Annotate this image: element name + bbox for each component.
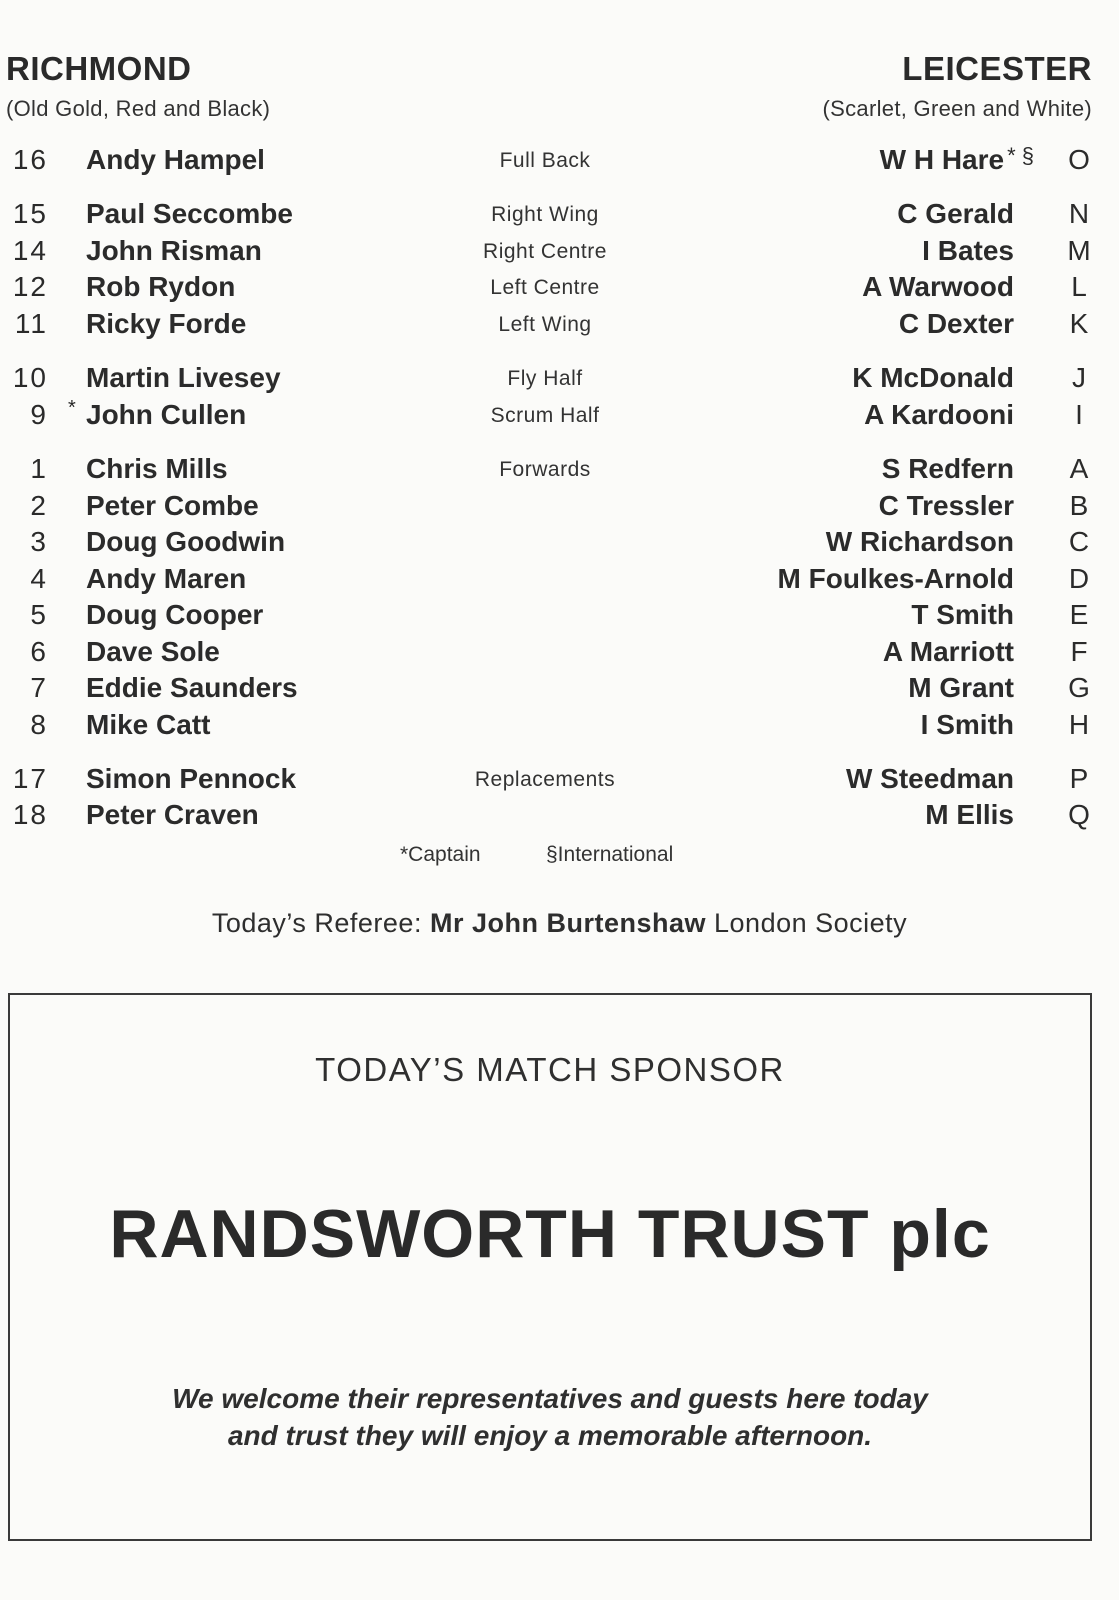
away-player-name: W Richardson [825,526,1014,557]
home-player-name: Peter Combe [86,490,259,521]
home-shirt-number: 17 [12,763,48,794]
referee-line [0,908,1119,939]
lineup-row [0,235,1119,271]
home-shirt-number: 11 [14,308,48,339]
lineup-row [0,308,1119,344]
lineup-row [0,763,1119,799]
captain-mark: * [68,397,76,419]
home-player-name: Paul Seccombe [86,198,293,229]
away-player-text: W H Hare [879,144,1005,175]
away-shirt-letter: N [1068,198,1090,229]
away-player-name: M Foulkes-Arnold [777,563,1014,594]
away-shirt-letter: L [1071,271,1087,302]
away-player-name: A Warwood [862,271,1014,302]
away-player-name: S Redfern [881,453,1014,484]
away-player-name: M Grant [908,672,1014,703]
home-player-name: Doug Goodwin [86,526,286,557]
sponsor-message-line: and trust they will enjoy a memorable afternoon. [227,1420,873,1451]
lineup-row [0,144,1119,180]
away-shirt-letter: Q [1068,799,1090,830]
away-shirt-letter: I [1075,399,1083,430]
home-player-name: Eddie Saunders [86,672,298,703]
away-shirt-letter: H [1068,709,1090,740]
position-label: Fly Half [507,367,583,390]
home-player-name: Ricky Forde [86,308,247,339]
home-player-name: Andy Hampel [86,144,265,175]
away-shirt-letter: A [1069,453,1089,484]
home-team-name: RICHMOND [6,50,192,87]
lineup-row [0,198,1119,234]
away-player-name: I Bates [922,235,1014,266]
home-player-name: Mike Catt [86,709,211,740]
position-label: Right Centre [483,240,607,263]
lineup-row [0,362,1119,398]
lineup-row [0,709,1119,745]
legend-captain: *Captain [400,843,481,866]
lineup-row [0,490,1119,526]
away-shirt-letter: P [1069,763,1089,794]
position-label: Right Wing [491,203,599,226]
lineup-row [0,563,1119,599]
home-player-name: John Risman [86,235,262,266]
position-label: Left Wing [498,313,592,336]
away-player-name: K McDonald [852,362,1014,393]
away-player-name: C Tressler [878,490,1014,521]
away-shirt-letter: K [1069,308,1089,339]
away-shirt-letter: C [1068,526,1090,557]
away-team-colours: (Scarlet, Green and White) [822,96,1092,121]
away-player-name: C Gerald [897,198,1014,229]
away-shirt-letter: G [1068,672,1090,703]
lineup-row [0,271,1119,307]
home-shirt-number: 5 [30,599,48,630]
home-shirt-number: 14 [12,235,48,266]
sponsor-message [10,1380,1090,1454]
legend [0,843,1119,873]
legend-international: §International [546,843,674,866]
away-player-name: M Ellis [925,799,1014,830]
lineup-row [0,799,1119,835]
referee-society: London Society [714,908,908,938]
away-player-name: A Marriott [882,636,1014,667]
away-player-name: W Steedman [845,763,1014,794]
lineup-row [0,399,1119,435]
away-player-name [880,144,1034,176]
home-team-colours: (Old Gold, Red and Black) [6,96,271,121]
sponsor-box [8,993,1092,1541]
position-label: Forwards [499,458,591,481]
away-player-name: C Dexter [898,308,1014,339]
away-player-name: T Smith [911,599,1014,630]
sponsor-name: RANDSWORTH TRUST plc [109,1196,991,1272]
away-shirt-letter: B [1069,490,1089,521]
home-shirt-number: 10 [12,362,48,393]
home-player-name: Martin Livesey [86,362,281,393]
sponsor-heading: TODAY’S MATCH SPONSOR [315,1051,785,1088]
home-player-name: Dave Sole [86,636,220,667]
lineup-row [0,599,1119,635]
position-label: Full Back [499,149,591,172]
away-player-name: I Smith [920,709,1014,740]
position-label: Replacements [474,768,616,791]
lineup-row [0,636,1119,672]
away-shirt-letter: F [1070,636,1088,667]
home-shirt-number: 8 [30,709,48,740]
captain-international-marks: * § [1007,143,1034,168]
home-player-name: Rob Rydon [86,271,236,302]
home-shirt-number: 7 [30,672,48,703]
away-team-name: LEICESTER [902,50,1092,87]
home-shirt-number: 16 [12,144,48,175]
home-shirt-number: 4 [30,563,48,594]
lineup-row [0,526,1119,562]
sponsor-message-line: We welcome their representatives and guests here today [172,1383,928,1414]
home-player-name: Simon Pennock [86,763,297,794]
lineup-row [0,453,1119,489]
home-player-name: Andy Maren [86,563,247,594]
away-shirt-letter: M [1067,235,1091,266]
home-shirt-number: 6 [30,636,48,667]
home-player-name: John Cullen [86,399,247,430]
position-label: Scrum Half [490,404,600,427]
lineup-row [0,672,1119,708]
away-shirt-letter: J [1072,362,1086,393]
position-label: Left Centre [490,276,600,299]
away-player-name: A Kardooni [864,399,1014,430]
referee-prefix: Today’s Referee: [211,908,422,938]
referee-name: Mr John Burtenshaw [429,908,706,938]
home-player-name: Chris Mills [86,453,228,484]
home-shirt-number: 12 [12,271,48,302]
home-shirt-number: 2 [30,490,48,521]
home-shirt-number: 15 [12,198,48,229]
away-shirt-letter: O [1068,144,1090,175]
home-player-name: Doug Cooper [86,599,264,630]
away-shirt-letter: E [1069,599,1089,630]
home-shirt-number: 3 [30,526,48,557]
home-player-name: Peter Craven [86,799,259,830]
home-shirt-number: 9 [30,399,48,430]
home-shirt-number: 18 [12,799,48,830]
away-shirt-letter: D [1068,563,1090,594]
home-shirt-number: 1 [30,453,48,484]
